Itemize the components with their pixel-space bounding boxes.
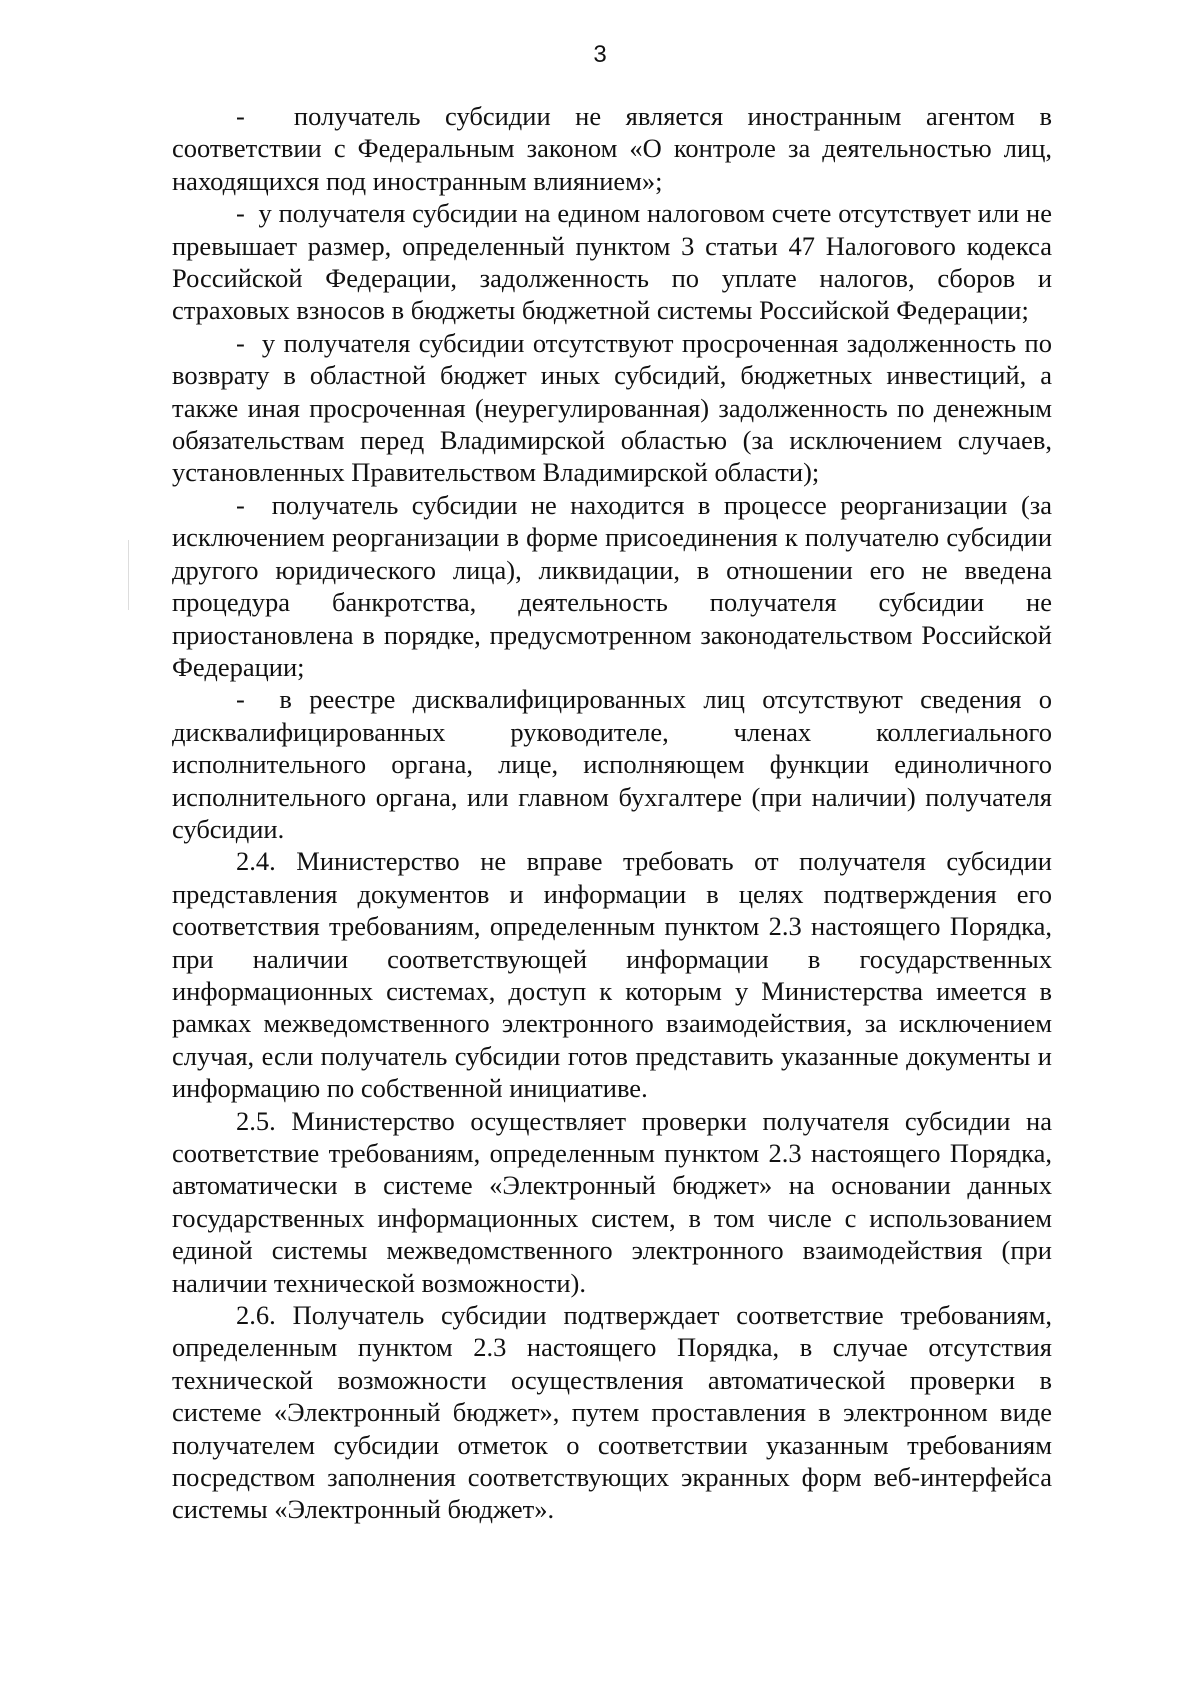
clause-2-4: 2.4. Министерство не вправе требовать от получателя субсидии представления документов и информации в целях подтверждения его соответствия требованиям, определенным пунктом 2.3 настоящего Порядка, при наличии соответствующей информации в государственных информационных системах, доступ к которым у Министерства имеется в рамках межведомственного электронного взаимодействия, за исключением случая, если получатель субсидии готов представить указанные документы и информацию по собственной инициативе. [172,846,1052,1104]
page-number: 3 [593,41,607,68]
requirement-foreign-agent: - получатель субсидии не является иностранным агентом в соответствии с Федеральным законом «О контроле за деятельностью лиц, находящихся под иностранным влиянием»; [172,101,1052,196]
clause-2-6: 2.6. Получатель субсидии подтверждает соответствие требованиям, определенным пунктом 2.3 настоящего Порядка, в случае отсутствия технической возможности осуществления автоматической проверки в системе «Электронный бюджет», путем проставления в электронном виде получателем субсидии отметок о соответствии указанным требованиям посредством заполнения соответствующих экранных форм веб-интерфейса системы «Электронный бюджет». [172,1300,1052,1525]
clause-2-5: 2.5. Министерство осуществляет проверки получателя субсидии на соответствие требованиям, определенным пунктом 2.3 настоящего Порядка, автоматически в системе «Электронный бюджет» на основании данных государственных информационных систем, в том числе с использованием единой системы межведомственного электронного взаимодействия (при наличии технической возможности). [172,1105,1052,1298]
scan-artifact-line [128,540,129,610]
requirement-disqualified-persons: - в реестре дисквалифицированных лиц отсутствуют сведения о дисквалифицированных руководителе, членах коллегиального исполнительного органа, лице, исполняющем функции единоличного исполнительного органа, или главном бухгалтере (при наличии) получателя субсидии. [172,684,1052,844]
requirement-overdue-debt: - у получателя субсидии отсутствуют просроченная задолженность по возврату в областной бюджет иных субсидий, бюджетных инвестиций, а также иная просроченная (неурегулированная) задолженность по денежным обязательствам перед Владимирской областью (за исключением случаев, установленных Правительством Владимирской области); [172,327,1052,488]
requirement-tax-debt: - у получателя субсидии на едином налоговом счете отсутствует или не превышает размер, определенный пунктом 3 статьи 47 Налогового кодекса Российской Федерации, задолженность по уплате налогов, сборов и страховых взносов в бюджеты бюджетной системы Российской Федерации; [172,198,1052,326]
requirement-reorganization: - получатель субсидии не находится в процессе реорганизации (за исключением реорганизации в форме присоединения к получателю субсидии другого юридического лица), ликвидации, в отношении его не введена процедура банкротства, деятельность получателя субсидии не приостановлена в порядке, предусмотренном законодательством Российской Федерации; [172,489,1052,682]
document-body [172,100,1052,1526]
